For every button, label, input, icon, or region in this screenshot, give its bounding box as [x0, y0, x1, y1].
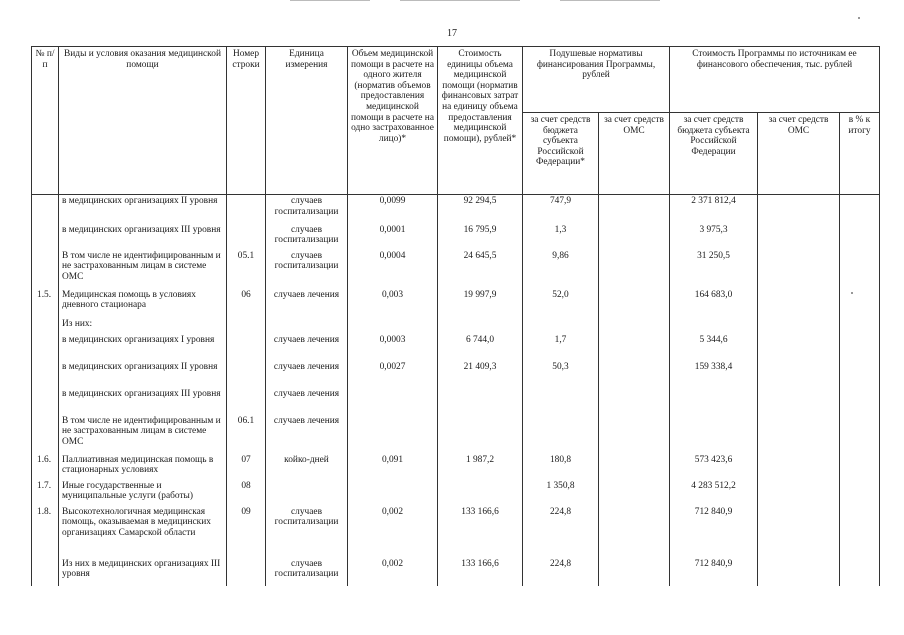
row-cost-cell	[438, 388, 523, 415]
row-program-pct-cell	[840, 480, 880, 506]
row-program-budget-cell: 4 283 512,2	[670, 480, 758, 506]
row-name-cell: Из них в медицинских организациях III уровня	[59, 558, 227, 586]
row-program-oms-cell	[758, 224, 840, 250]
row-cost-cell: 6 744,0	[438, 334, 523, 361]
row-program-oms-cell	[758, 334, 840, 361]
row-program-pct-cell	[840, 224, 880, 250]
table-row	[32, 318, 880, 334]
row-volume-cell: 0,0001	[348, 224, 438, 250]
header-program-oms: за счет средств ОМС	[758, 113, 840, 195]
row-percapita-oms-cell	[599, 334, 670, 361]
row-cost-cell: 1 987,2	[438, 454, 523, 480]
header-num: № п/п	[32, 47, 59, 195]
row-program-oms-cell	[758, 250, 840, 289]
row-percapita-oms-cell	[599, 480, 670, 506]
row-program-oms-cell	[758, 388, 840, 415]
row-program-pct-cell	[840, 318, 880, 334]
row-unit-cell: случаев госпитализации	[266, 250, 348, 289]
row-percapita-budget-cell	[523, 388, 599, 415]
row-unit-cell: случаев госпитализации	[266, 506, 348, 558]
row-line-cell	[227, 195, 266, 224]
row-percapita-oms-cell	[599, 224, 670, 250]
financing-table	[31, 46, 880, 586]
row-program-budget-cell: 712 840,9	[670, 558, 758, 586]
row-line-cell: 06.1	[227, 415, 266, 454]
row-percapita-oms-cell	[599, 361, 670, 388]
row-name-cell: Паллиативная медицинская помощь в стационарных условиях	[59, 454, 227, 480]
row-name-cell: Медицинская помощь в условиях дневного стационара	[59, 289, 227, 318]
row-percapita-budget-cell: 1,3	[523, 224, 599, 250]
row-name-cell: в медицинских организациях III уровня	[59, 224, 227, 250]
header-percapita-budget: за счет средств бюджета субъекта Российской Федерации*	[523, 113, 599, 195]
row-program-budget-cell: 712 840,9	[670, 506, 758, 558]
row-percapita-oms-cell	[599, 195, 670, 224]
row-name-cell: Иные государственные и муниципальные услуги (работы)	[59, 480, 227, 506]
row-unit-cell	[266, 318, 348, 334]
row-program-oms-cell	[758, 318, 840, 334]
table-row	[32, 334, 880, 361]
scan-edge-mark	[400, 0, 520, 1]
table-row	[32, 250, 880, 289]
row-percapita-oms-cell	[599, 388, 670, 415]
row-percapita-budget-cell: 747,9	[523, 195, 599, 224]
row-program-oms-cell	[758, 195, 840, 224]
row-percapita-oms-cell	[599, 250, 670, 289]
table-row	[32, 415, 880, 454]
row-volume-cell	[348, 415, 438, 454]
table-row	[32, 195, 880, 224]
financing-table-sheet	[31, 46, 879, 586]
row-percapita-budget-cell: 224,8	[523, 558, 599, 586]
table-body	[32, 195, 880, 586]
row-cost-cell: 92 294,5	[438, 195, 523, 224]
row-line-cell	[227, 318, 266, 334]
row-cost-cell	[438, 318, 523, 334]
row-percapita-budget-cell	[523, 415, 599, 454]
row-cost-cell	[438, 480, 523, 506]
row-volume-cell	[348, 480, 438, 506]
row-cost-cell: 133 166,6	[438, 558, 523, 586]
row-num-cell	[32, 334, 59, 361]
row-unit-cell: койко-дней	[266, 454, 348, 480]
row-program-oms-cell	[758, 558, 840, 586]
header-percapita: Подушевые нормативы финансирования Программы, рублей	[523, 47, 670, 113]
row-name-cell: Высокотехнологичная медицинская помощь, оказываемая в медицинских организациях Самарской области	[59, 506, 227, 558]
row-program-oms-cell	[758, 289, 840, 318]
row-percapita-oms-cell	[599, 558, 670, 586]
header-line: Номер строки	[227, 47, 266, 195]
header-unit: Единица измерения	[266, 47, 348, 195]
table-row	[32, 480, 880, 506]
row-program-pct-cell	[840, 289, 880, 318]
row-name-cell: в медицинских организациях III уровня	[59, 388, 227, 415]
row-cost-cell: 133 166,6	[438, 506, 523, 558]
row-program-pct-cell	[840, 250, 880, 289]
table-row	[32, 224, 880, 250]
row-program-budget-cell	[670, 388, 758, 415]
row-line-cell: 09	[227, 506, 266, 558]
row-cost-cell: 21 409,3	[438, 361, 523, 388]
row-percapita-oms-cell	[599, 454, 670, 480]
table-row	[32, 388, 880, 415]
header-percapita-oms: за счет средств ОМС	[599, 113, 670, 195]
row-program-pct-cell	[840, 195, 880, 224]
row-line-cell	[227, 388, 266, 415]
row-percapita-oms-cell	[599, 415, 670, 454]
row-volume-cell: 0,0004	[348, 250, 438, 289]
row-name-cell: в медицинских организациях I уровня	[59, 334, 227, 361]
row-volume-cell: 0,091	[348, 454, 438, 480]
row-unit-cell: случаев лечения	[266, 415, 348, 454]
page-number: 17	[447, 28, 457, 39]
row-volume-cell: 0,002	[348, 558, 438, 586]
row-line-cell: 07	[227, 454, 266, 480]
row-num-cell: 1.8.	[32, 506, 59, 558]
row-cost-cell: 19 997,9	[438, 289, 523, 318]
row-volume-cell	[348, 318, 438, 334]
row-unit-cell: случаев лечения	[266, 388, 348, 415]
row-unit-cell: случаев лечения	[266, 334, 348, 361]
row-program-budget-cell	[670, 415, 758, 454]
row-unit-cell: случаев госпитализации	[266, 224, 348, 250]
row-percapita-budget-cell: 1,7	[523, 334, 599, 361]
row-unit-cell: случаев госпитализации	[266, 195, 348, 224]
row-program-oms-cell	[758, 415, 840, 454]
row-program-budget-cell: 164 683,0	[670, 289, 758, 318]
row-num-cell: 1.5.	[32, 289, 59, 318]
table-row	[32, 558, 880, 586]
row-volume-cell: 0,002	[348, 506, 438, 558]
row-unit-cell: случаев госпитализации	[266, 558, 348, 586]
row-name-cell: в медицинских организациях II уровня	[59, 195, 227, 224]
header-cost: Стоимость единицы объема медицинской помощи (норматив финансовых затрат на единицу объема предоставления медицинской помощи), рублей*	[438, 47, 523, 195]
header-name: Виды и условия оказания медицинской помощи	[59, 47, 227, 195]
row-num-cell: 1.6.	[32, 454, 59, 480]
row-program-budget-cell: 159 338,4	[670, 361, 758, 388]
row-line-cell	[227, 334, 266, 361]
row-program-budget-cell: 31 250,5	[670, 250, 758, 289]
row-line-cell: 06	[227, 289, 266, 318]
row-volume-cell: 0,0099	[348, 195, 438, 224]
scan-edge-mark	[290, 0, 370, 1]
row-program-pct-cell	[840, 388, 880, 415]
row-volume-cell: 0,0027	[348, 361, 438, 388]
row-program-pct-cell	[840, 454, 880, 480]
row-line-cell	[227, 558, 266, 586]
header-program: Стоимость Программы по источникам ее финансового обеспечения, тыс. рублей	[670, 47, 880, 113]
row-percapita-oms-cell	[599, 318, 670, 334]
table-row	[32, 289, 880, 318]
row-volume-cell: 0,003	[348, 289, 438, 318]
row-num-cell	[32, 250, 59, 289]
header-program-pct: в % к итогу	[840, 113, 880, 195]
row-num-cell	[32, 361, 59, 388]
row-line-cell: 05.1	[227, 250, 266, 289]
row-num-cell	[32, 388, 59, 415]
row-unit-cell: случаев лечения	[266, 289, 348, 318]
row-program-pct-cell	[840, 415, 880, 454]
row-num-cell	[32, 415, 59, 454]
row-program-pct-cell	[840, 361, 880, 388]
row-percapita-budget-cell: 180,8	[523, 454, 599, 480]
row-percapita-budget-cell: 9,86	[523, 250, 599, 289]
row-program-budget-cell: 573 423,6	[670, 454, 758, 480]
table-header	[32, 47, 880, 195]
row-program-oms-cell	[758, 361, 840, 388]
row-program-oms-cell	[758, 454, 840, 480]
row-num-cell	[32, 195, 59, 224]
row-program-oms-cell	[758, 506, 840, 558]
row-line-cell	[227, 224, 266, 250]
header-volume: Объем медицинской помощи в расчете на одного жителя (норматив объемов предоставления медицинской помощи в расчете на одно застрахованное лицо)*	[348, 47, 438, 195]
scan-speck	[858, 17, 860, 19]
row-percapita-budget-cell: 52,0	[523, 289, 599, 318]
row-name-cell: В том числе не идентифицированным и не застрахованным лицам в системе ОМС	[59, 250, 227, 289]
row-percapita-budget-cell: 1 350,8	[523, 480, 599, 506]
row-percapita-oms-cell	[599, 289, 670, 318]
row-name-cell: в медицинских организациях II уровня	[59, 361, 227, 388]
row-program-budget-cell: 2 371 812,4	[670, 195, 758, 224]
row-volume-cell	[348, 388, 438, 415]
row-cost-cell: 24 645,5	[438, 250, 523, 289]
row-program-budget-cell	[670, 318, 758, 334]
row-program-budget-cell: 5 344,6	[670, 334, 758, 361]
table-row	[32, 454, 880, 480]
table-row	[32, 506, 880, 558]
row-name-cell: Из них:	[59, 318, 227, 334]
row-num-cell	[32, 224, 59, 250]
row-unit-cell: случаев лечения	[266, 361, 348, 388]
scan-edge-mark	[560, 0, 660, 1]
row-line-cell: 08	[227, 480, 266, 506]
row-percapita-budget-cell: 50,3	[523, 361, 599, 388]
row-program-pct-cell	[840, 558, 880, 586]
row-line-cell	[227, 361, 266, 388]
table-row	[32, 361, 880, 388]
row-percapita-budget-cell: 224,8	[523, 506, 599, 558]
row-num-cell	[32, 318, 59, 334]
row-volume-cell: 0,0003	[348, 334, 438, 361]
row-percapita-budget-cell	[523, 318, 599, 334]
row-program-pct-cell	[840, 506, 880, 558]
row-num-cell: 1.7.	[32, 480, 59, 506]
row-name-cell: В том числе не идентифицированным и не застрахованным лицам в системе ОМС	[59, 415, 227, 454]
row-cost-cell	[438, 415, 523, 454]
row-program-budget-cell: 3 975,3	[670, 224, 758, 250]
row-unit-cell	[266, 480, 348, 506]
header-program-budget: за счет средств бюджета субъекта Российской Федерации	[670, 113, 758, 195]
row-program-oms-cell	[758, 480, 840, 506]
row-percapita-oms-cell	[599, 506, 670, 558]
row-program-pct-cell	[840, 334, 880, 361]
row-num-cell	[32, 558, 59, 586]
row-cost-cell: 16 795,9	[438, 224, 523, 250]
